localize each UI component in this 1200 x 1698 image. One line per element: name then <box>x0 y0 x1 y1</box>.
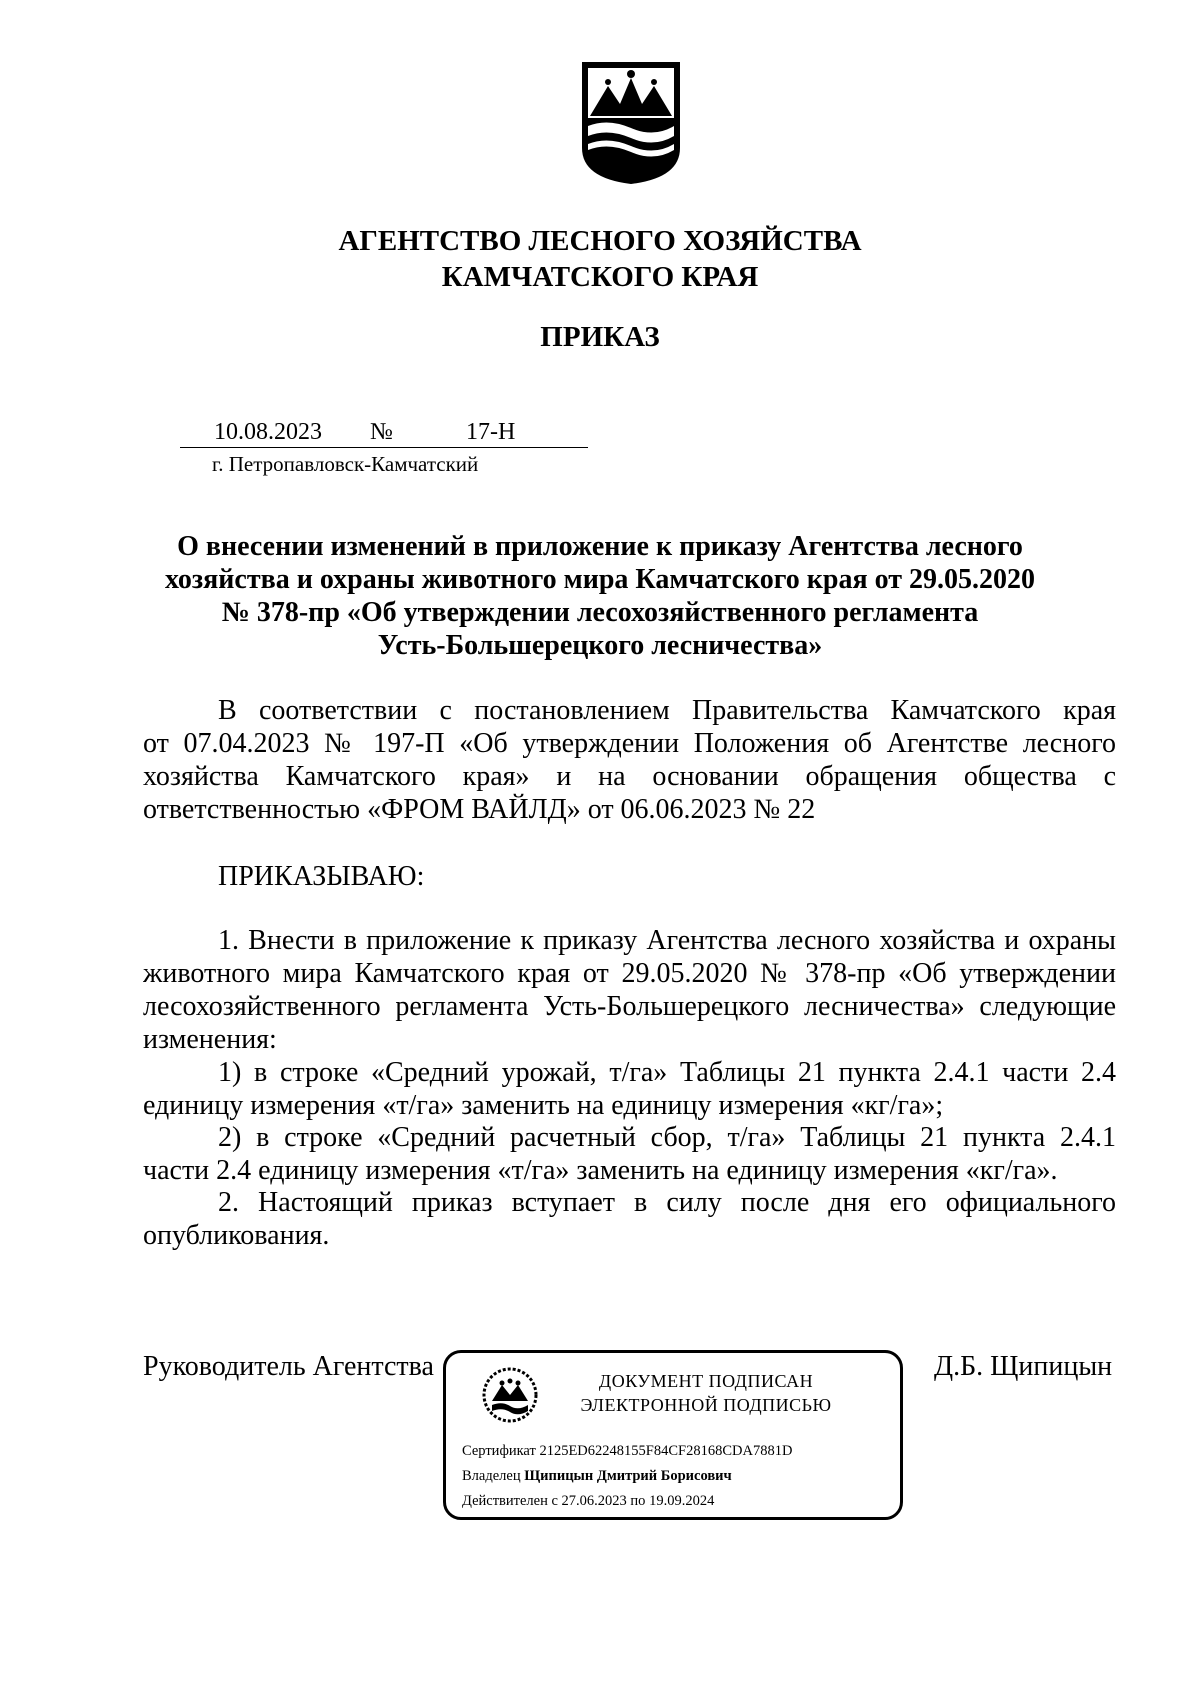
stamp-details <box>462 1439 898 1514</box>
valid-to-value: 19.09.2024 <box>649 1493 715 1509</box>
issuing-city: г. Петропавловск-Камчатский <box>212 452 479 476</box>
text-line: лесохозяйственного регламента Усть-Большерецкого лесничества» следующие <box>143 991 1116 1022</box>
text-line: единицу измерения «т/га» заменить на единицу измерения «кг/га»; <box>143 1090 944 1121</box>
owner-value: Щипицын Дмитрий Борисович <box>524 1468 732 1484</box>
item2-paragraph <box>143 1186 1116 1252</box>
subitem1-paragraph <box>143 1056 1116 1122</box>
validity-row <box>462 1489 898 1514</box>
electronic-signature-stamp <box>443 1350 903 1520</box>
owner-row <box>462 1464 898 1489</box>
text-line: от 07.04.2023 № 197-П «Об утверждении Положения об Агентстве лесного <box>143 728 1116 759</box>
stamp-title-line: ЭЛЕКТРОННОЙ ПОДПИСЬЮ <box>580 1395 832 1415</box>
text-line: В соответствии с постановлением Правительства Камчатского края <box>218 695 1116 726</box>
order-number: 17-Н <box>466 419 516 445</box>
text-line: части 2.4 единицу измерения «т/га» заменить на единицу измерения «кг/га». <box>143 1155 1058 1186</box>
valid-to-label: по <box>630 1493 646 1509</box>
subitem2-paragraph <box>143 1121 1116 1187</box>
text-line: ответственностью «ФРОМ ВАЙЛД» от 06.06.2023 № 22 <box>143 794 816 825</box>
text-line: 2. Настоящий приказ вступает в силу после дня его официального <box>218 1187 1116 1218</box>
valid-from-value: 27.06.2023 <box>561 1493 627 1509</box>
subject-line: хозяйства и охраны животного мира Камчатского края от 29.05.2020 <box>164 564 1036 595</box>
stamp-title <box>546 1369 866 1417</box>
certificate-row <box>462 1439 898 1464</box>
text-line: изменения: <box>143 1024 277 1055</box>
stamp-coat-of-arms-icon <box>482 1367 538 1423</box>
order-subject <box>160 530 1040 662</box>
text-line: 2) в строке «Средний расчетный сбор, т/га» Таблицы 21 пункта 2.4.1 <box>218 1122 1116 1153</box>
agency-name-line2: КАМЧАТСКОГО КРАЯ <box>441 261 759 293</box>
item1-paragraph <box>143 924 1116 1056</box>
text-line: 1) в строке «Средний урожай, т/га» Таблицы 21 пункта 2.4.1 части 2.4 <box>218 1057 1116 1088</box>
meta-underline <box>180 447 588 448</box>
subject-line: О внесении изменений в приложение к приказу Агентства лесного <box>177 531 1023 562</box>
preamble-paragraph <box>143 694 1116 826</box>
owner-label: Владелец <box>462 1468 521 1484</box>
certificate-label: Сертификат <box>462 1443 536 1459</box>
text-line: опубликования. <box>143 1220 330 1251</box>
agency-name-line1: АГЕНТСТВО ЛЕСНОГО ХОЗЯЙСТВА <box>338 225 862 257</box>
certificate-value: 2125ED62248155F84CF28168CDA7881D <box>539 1443 793 1459</box>
signer-name: Д.Б. Щипицын <box>934 1351 1113 1382</box>
text-line: хозяйства Камчатского края» и на основании обращения общества с <box>143 761 1116 792</box>
order-date: 10.08.2023 <box>214 419 322 445</box>
subject-line: № 378-пр «Об утверждении лесохозяйственного регламента <box>221 597 979 628</box>
kamchatka-coat-of-arms-icon <box>578 56 684 186</box>
valid-from-label: Действителен с <box>462 1493 558 1509</box>
stamp-title-line: ДОКУМЕНТ ПОДПИСАН <box>598 1371 814 1391</box>
number-sign: № <box>370 419 393 445</box>
text-line: 1. Внести в приложение к приказу Агентства лесного хозяйства и охраны <box>218 925 1116 956</box>
order-directive-word: ПРИКАЗЫВАЮ: <box>218 861 425 892</box>
signer-position: Руководитель Агентства <box>143 1351 434 1382</box>
subject-line: Усть-Большерецкого лесничества» <box>377 630 823 661</box>
text-line: животного мира Камчатского края от 29.05.2020 № 378-пр «Об утверждении <box>143 958 1116 989</box>
document-type-title: ПРИКАЗ <box>540 321 660 353</box>
